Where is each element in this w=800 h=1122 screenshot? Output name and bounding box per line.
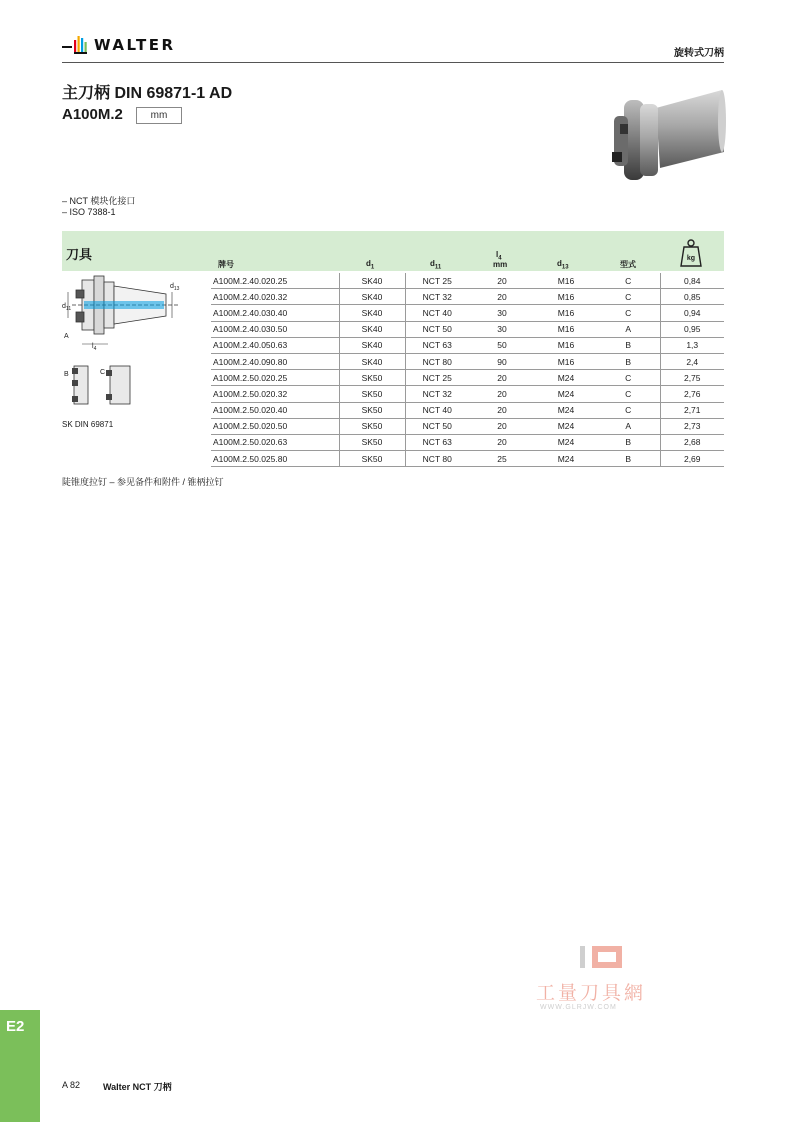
col-header-order: 牌号 — [218, 260, 234, 269]
cell-d11: NCT 25 — [405, 273, 469, 289]
cell-d13: M16 — [535, 289, 597, 305]
logo-text: WALTER — [94, 36, 176, 54]
section-title: 刀具 — [66, 247, 93, 262]
cell-d13: M16 — [535, 273, 597, 289]
cell-d11: NCT 80 — [405, 353, 469, 369]
cell-order: A100M.2.40.020.32 — [211, 289, 339, 305]
header-divider — [62, 62, 724, 63]
unit-badge: mm — [136, 107, 182, 124]
cell-type: B — [597, 451, 660, 467]
cell-l4: 30 — [469, 305, 535, 321]
table-row — [211, 289, 724, 305]
cell-d11: NCT 63 — [405, 337, 469, 353]
cell-d1: SK50 — [339, 402, 405, 418]
cell-d1: SK50 — [339, 418, 405, 434]
cell-type: C — [597, 370, 660, 386]
cell-order: A100M.2.50.020.40 — [211, 402, 339, 418]
cell-weight: 2,76 — [660, 386, 724, 402]
cell-order: A100M.2.50.020.25 — [211, 370, 339, 386]
cell-d1: SK40 — [339, 353, 405, 369]
cell-order: A100M.2.40.090.80 — [211, 353, 339, 369]
col-header-d1: $d_1$ — [366, 259, 375, 271]
cell-d1: SK50 — [339, 434, 405, 450]
weight-icon — [680, 238, 702, 268]
table-row — [211, 353, 724, 369]
weight-unit-label: kg — [686, 255, 696, 262]
cell-d13: M16 — [535, 305, 597, 321]
cell-order: A100M.2.50.020.50 — [211, 418, 339, 434]
cell-type: C — [597, 273, 660, 289]
cell-type: A — [597, 418, 660, 434]
col-header-unit: mm — [493, 260, 508, 269]
diagram-label-l4: $l_4$ — [92, 343, 97, 352]
table-row — [211, 451, 724, 467]
cell-d11: NCT 25 — [405, 370, 469, 386]
feature-item: – NCT 模块化接口 — [62, 196, 136, 206]
cell-d13: M16 — [535, 321, 597, 337]
cell-l4: 20 — [469, 434, 535, 450]
table-row — [211, 370, 724, 386]
col-header-l4: $l_4$ — [496, 250, 502, 262]
table-row — [211, 386, 724, 402]
chapter-tab-label: E2 — [6, 1018, 25, 1035]
cell-weight: 2,73 — [660, 418, 724, 434]
tool-holder-image — [600, 82, 730, 192]
footer-title: Walter NCT 刀柄 — [103, 1082, 172, 1092]
cell-d11: NCT 32 — [405, 289, 469, 305]
cell-d11: NCT 50 — [405, 418, 469, 434]
cell-type: B — [597, 337, 660, 353]
cell-weight: 0,94 — [660, 305, 724, 321]
cell-weight: 0,95 — [660, 321, 724, 337]
cell-l4: 20 — [469, 273, 535, 289]
cell-order: A100M.2.50.020.63 — [211, 434, 339, 450]
cell-weight: 0,84 — [660, 273, 724, 289]
diagram-label-d11: $d_{11}$ — [62, 303, 72, 312]
col-header-d11: $d_{11}$ — [430, 259, 442, 271]
cell-type: B — [597, 353, 660, 369]
product-code: A100M.2 — [62, 106, 123, 123]
cell-d1: SK50 — [339, 451, 405, 467]
cell-l4: 20 — [469, 386, 535, 402]
section-label: 旋转式刀柄 — [674, 48, 724, 59]
table-row — [211, 418, 724, 434]
cell-d11: NCT 40 — [405, 402, 469, 418]
cell-weight: 2,68 — [660, 434, 724, 450]
cell-d1: SK40 — [339, 321, 405, 337]
walter-logo — [62, 34, 197, 56]
cell-type: A — [597, 321, 660, 337]
cell-weight: 2,75 — [660, 370, 724, 386]
cell-d13: M24 — [535, 386, 597, 402]
feature-list — [62, 196, 135, 218]
cell-weight: 2,69 — [660, 451, 724, 467]
page-number: A 82 — [62, 1080, 81, 1090]
cell-d13: M24 — [535, 418, 597, 434]
cell-d11: NCT 32 — [405, 386, 469, 402]
cell-type: B — [597, 434, 660, 450]
cell-l4: 20 — [469, 289, 535, 305]
table-row — [211, 402, 724, 418]
diagram-label-d13: $d_{13}$ — [170, 283, 180, 292]
product-table — [211, 273, 724, 467]
cell-l4: 20 — [469, 418, 535, 434]
cell-d11: NCT 40 — [405, 305, 469, 321]
cell-d1: SK40 — [339, 289, 405, 305]
cell-l4: 20 — [469, 370, 535, 386]
table-row — [211, 305, 724, 321]
diagram-label-b: B — [64, 371, 69, 378]
cell-order: A100M.2.40.020.25 — [211, 273, 339, 289]
cell-weight: 1,3 — [660, 337, 724, 353]
footnote: 陡锥度拉钉 – 参见备件和附件 / 锥柄拉钉 — [62, 477, 224, 487]
cell-l4: 90 — [469, 353, 535, 369]
table-row — [211, 434, 724, 450]
cell-order: A100M.2.40.050.63 — [211, 337, 339, 353]
cell-weight: 2,4 — [660, 353, 724, 369]
cell-l4: 30 — [469, 321, 535, 337]
cell-d13: M24 — [535, 451, 597, 467]
cell-type: C — [597, 386, 660, 402]
cell-d1: SK50 — [339, 370, 405, 386]
cell-type: C — [597, 289, 660, 305]
diagram-caption: SK DIN 69871 — [62, 420, 114, 429]
cell-d13: M24 — [535, 402, 597, 418]
cell-d1: SK40 — [339, 305, 405, 321]
cell-d11: NCT 80 — [405, 451, 469, 467]
cell-d11: NCT 63 — [405, 434, 469, 450]
cell-l4: 25 — [469, 451, 535, 467]
cell-d13: M24 — [535, 434, 597, 450]
cell-d13: M24 — [535, 370, 597, 386]
cell-l4: 50 — [469, 337, 535, 353]
col-header-d13: $d_{13}$ — [557, 259, 569, 271]
table-row — [211, 337, 724, 353]
cell-order: A100M.2.40.030.40 — [211, 305, 339, 321]
col-header-type: 型式 — [620, 260, 636, 269]
dimension-diagram — [62, 272, 192, 422]
cell-weight: 2,71 — [660, 402, 724, 418]
diagram-label-c: C — [100, 369, 106, 376]
watermark-text: 工量刀具網 — [536, 982, 647, 1004]
cell-d1: SK40 — [339, 337, 405, 353]
diagram-label-a: A — [64, 333, 69, 340]
cell-type: C — [597, 402, 660, 418]
table-row — [211, 321, 724, 337]
cell-d13: M16 — [535, 353, 597, 369]
cell-d1: SK40 — [339, 273, 405, 289]
cell-order: A100M.2.50.025.80 — [211, 451, 339, 467]
page-title: 主刀柄 DIN 69871-1 AD — [62, 85, 233, 102]
table-row — [211, 273, 724, 289]
cell-d11: NCT 50 — [405, 321, 469, 337]
cell-weight: 0,85 — [660, 289, 724, 305]
feature-item: – ISO 7388-1 — [62, 207, 116, 217]
cell-l4: 20 — [469, 402, 535, 418]
cell-d1: SK50 — [339, 386, 405, 402]
cell-order: A100M.2.40.030.50 — [211, 321, 339, 337]
cell-d13: M16 — [535, 337, 597, 353]
logo-bars-icon — [62, 34, 92, 56]
cell-order: A100M.2.50.020.32 — [211, 386, 339, 402]
watermark-url: WWW.GLRJW.COM — [540, 1004, 617, 1011]
cell-type: C — [597, 305, 660, 321]
